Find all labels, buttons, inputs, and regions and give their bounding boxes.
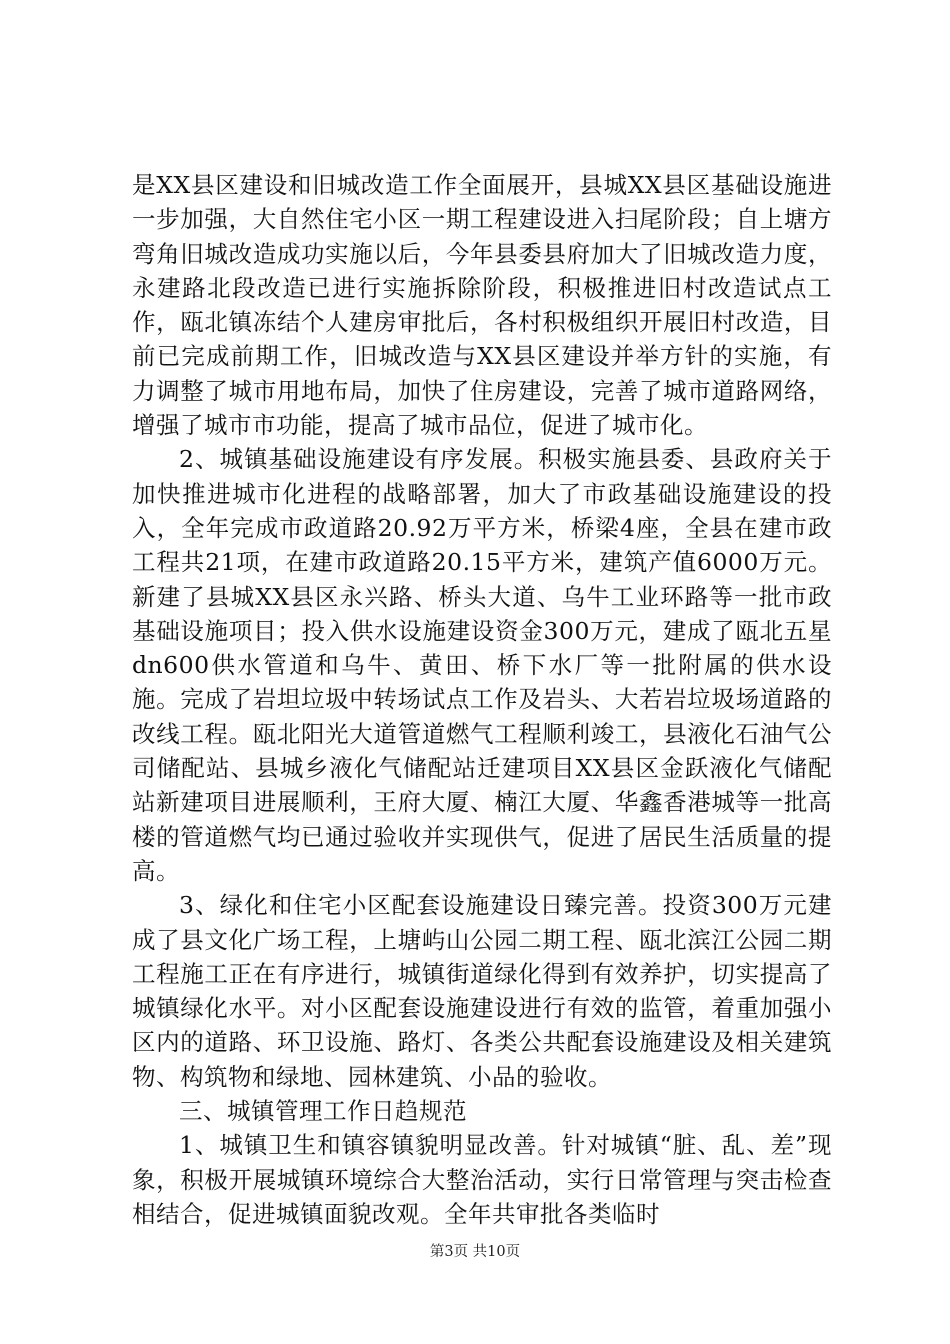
page-footer: 第3页 共10页 [429, 1244, 521, 1260]
paragraph-infrastructure: 2、城镇基础设施建设有序发展。积极实施县委、县政府关于加快推进城市化进程的战略部署，加大了市政基础设施建设的投入，全年完成市政道路20.92万平方米，桥梁4座，全县在建市政工程共21项，在建市政道路20.15平方米，建筑产值6000万元。新建了县城XX县区永兴路、桥头大道、乌牛工业环路等一批市政基础设施项目；投入供水设施建设资金300万元，建成了瓯北五星dn600供水管道和乌牛、黄田、桥下水厂等一批附属的供水设施。完成了岩坦垃圾中转场试点工作及岩头、大若岩垃圾场道路的改线工程。瓯北阳光大道管道燃气工程顺利竣工，县液化石油气公司储配站、县城乡液化气储配站迁建项目XX县区金跃液化气储配站新建项目进展顺利，王府大厦、楠江大厦、华鑫香港城等一批高楼的管道燃气均已通过验收并实现供气，促进了居民生活质量的提高。 [132, 445, 832, 885]
paragraph-sanitation: 1、城镇卫生和镇容镇貌明显改善。针对城镇“脏、乱、差”现象，积极开展城镇环境综合大整治活动，实行日常管理与突击检查相结合，促进城镇面貌改观。全年共审批各类临时 [132, 1131, 832, 1228]
section-heading: 三、城镇管理工作日趋规范 [179, 1097, 467, 1126]
paragraph-continuation: 是XX县区建设和旧城改造工作全面展开，县城XX县区基础设施进一步加强，大自然住宅小区一期工程建设进入扫尾阶段；自上塘方弯角旧城改造成功实施以后，今年县委县府加大了旧城改造力度，永建路北段改造已进行实施拆除阶段，积极推进旧村改造试点工作，瓯北镇冻结个人建房审批后，各村积极组织开展旧村改造，目前已完成前期工作，旧城改造与XX县区建设并举方针的实施，有力调整了城市用地布局，加快了住房建设，完善了城市道路网络，增强了城市市功能，提高了城市品位，促进了城市化。 [132, 171, 832, 440]
document-body [132, 168, 832, 1231]
paragraph-greening: 3、绿化和住宅小区配套设施建设日臻完善。投资300万元建成了县文化广场工程，上塘屿山公园二期工程、瓯北滨江公园二期工程施工正在有序进行，城镇街道绿化得到有效养护，切实提高了城镇绿化水平。对小区配套设施建设进行有效的监管，着重加强小区内的道路、环卫设施、路灯、各类公共配套设施建设及相关建筑物、构筑物和绿地、园林建筑、小品的验收。 [132, 891, 832, 1091]
